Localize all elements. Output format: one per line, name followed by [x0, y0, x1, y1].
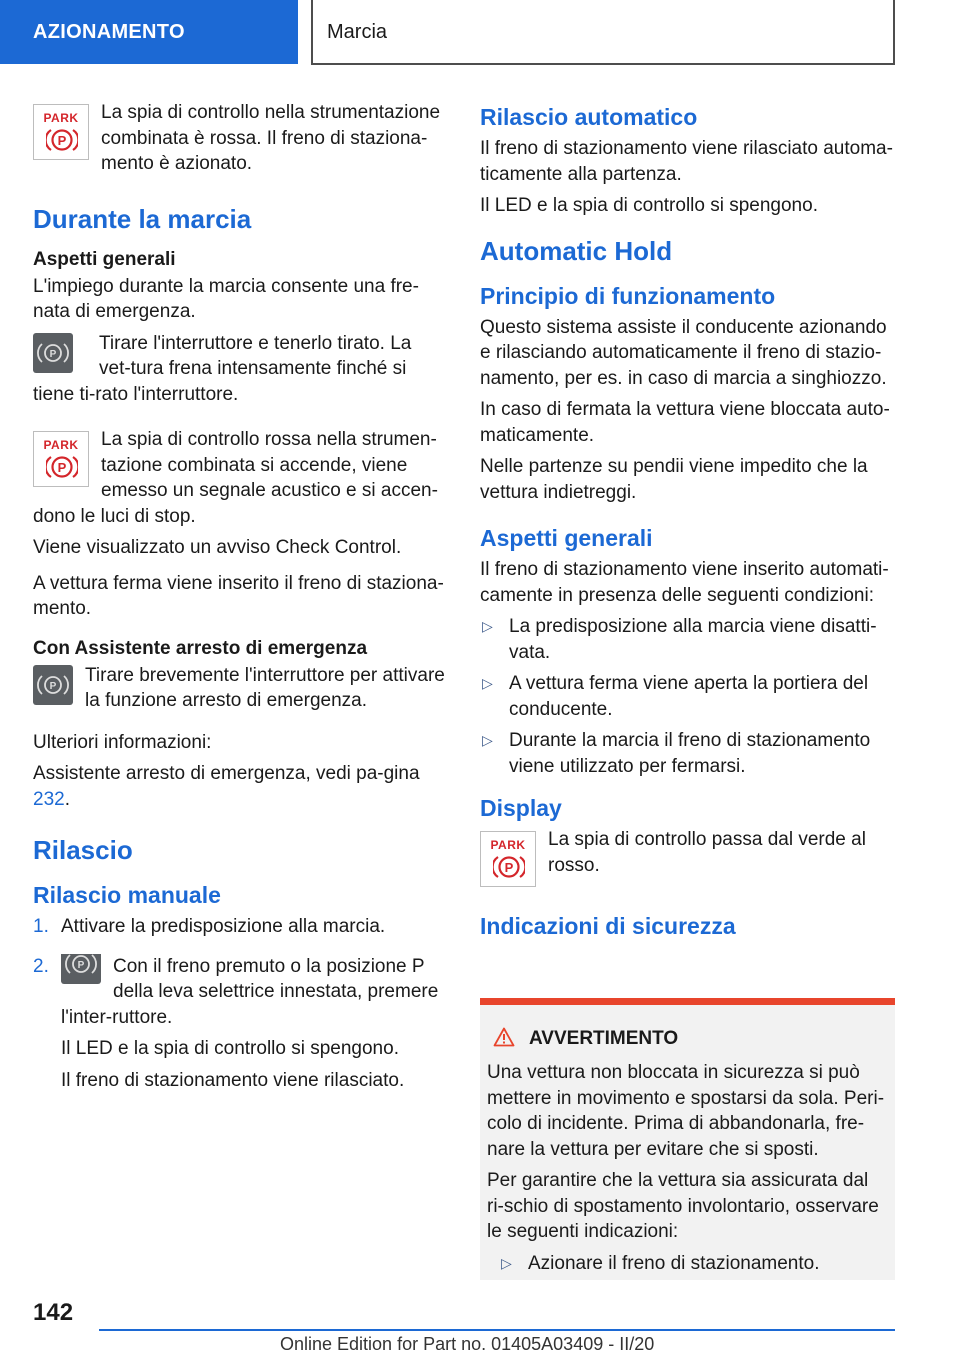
warning-paragraph-2: Per garantire che la vettura sia assicurata dal ri-schio di spostamento involontario, osservare le seguenti indicazioni:	[487, 1170, 879, 1242]
conditions-list	[480, 614, 895, 779]
paragraph-principio: Questo sistema assiste il conducente azionando e rilasciando automaticamente il freno di stazio-namento, per es. in caso di marcia a singhiozzo.	[480, 316, 887, 389]
step-number: 2.	[33, 955, 49, 977]
paragraph-pendii: Nelle partenze su pendii viene impedito che la vettura indietreggi.	[480, 456, 868, 503]
park-intro-text: La spia di controllo nella strumentazione combinata è rossa. Il freno di staziona-mento è azionato.	[101, 102, 441, 174]
heading-indicazioni-sicurezza: Indicazioni di sicurezza	[480, 913, 736, 939]
svg-text:P: P	[77, 959, 85, 971]
steps-list	[33, 914, 448, 1093]
paragraph-assistente-ref: Assistente arresto di emergenza, vedi pa-gina 232.	[33, 763, 420, 810]
paragraph-auto2: Il LED e la spia di controllo si spengono.	[480, 195, 818, 216]
paragraph-ulteriori: Ulteriori informazioni:	[33, 731, 212, 753]
parking-brake-switch-icon	[61, 954, 101, 984]
heading-rilascio: Rilascio	[33, 835, 133, 865]
list-item	[33, 914, 448, 940]
step-sub-rilasciato: Il freno di stazionamento viene rilasciato.	[61, 1069, 405, 1091]
warning-triangle-icon	[493, 1027, 515, 1054]
svg-text:P: P	[504, 860, 514, 875]
triangle-bullet-icon: ▷	[482, 732, 493, 748]
warning-box	[480, 998, 895, 1280]
park-intro-block	[33, 100, 448, 183]
breve-block	[33, 663, 448, 720]
paragraph-fermata: In caso di fermata la vettura viene bloccata auto-maticamente.	[480, 399, 890, 446]
triangle-bullet-icon: ▷	[482, 618, 493, 634]
paragraph-inserito: Il freno di stazionamento viene inserito automati-camente in presenza delle seguenti condizioni:	[480, 559, 889, 606]
parking-brake-switch-icon	[33, 665, 73, 705]
step-text: Con il freno premuto o la posizione P della leva selettrice innestata, premere l'inter-ruttore.	[61, 955, 439, 1028]
page-number: 142	[33, 1299, 74, 1326]
park-warning-icon: PARK P	[33, 431, 89, 487]
paragraph-auto1: Il freno di stazionamento viene rilasciato automa-ticamente alla partenza.	[480, 138, 893, 185]
paragraph-check-control: Viene visualizzato un avviso Check Control.	[33, 537, 402, 558]
heading-aspetti-generali: Aspetti generali	[33, 248, 176, 270]
list-item: ▷ A vettura ferma viene aperta la portiera del conducente.	[482, 673, 869, 720]
chapter-title: Marcia	[311, 0, 895, 65]
footer-edition-text: Online Edition for Part no. 01405A03409 - II/20	[280, 1334, 655, 1354]
paragraph-spia-rossa: La spia di controllo rossa nella strumen-tazione combinata si accende, viene emesso un segnale acustico e si accen-dono le luci di stop.	[33, 429, 438, 527]
triangle-bullet-icon: ▷	[501, 1254, 512, 1271]
park-warning-icon: PARK P	[33, 104, 89, 160]
right-column	[480, 100, 895, 945]
list-item: ▷ Azionare il freno di stazionamento.	[499, 1251, 889, 1277]
heading-automatic-hold: Automatic Hold	[480, 235, 673, 266]
step-text: Attivare la predisposizione alla marcia.	[61, 916, 386, 937]
heading-principio: Principio di funzionamento	[480, 282, 776, 309]
warning-paragraph-1: Una vettura non bloccata in sicurezza si può mettere in movimento e spostarsi da sola. Peri-colo di incidente. Prima di abbandonarla, fre-nare la vettura per evitare che si sposti.	[487, 1062, 885, 1160]
park-warning-icon: PARK P	[480, 831, 536, 887]
paragraph-tirare: Tirare l'interruttore e tenerlo tirato. La vet-tura frena intensamente finché si tiene ti-rato l'interruttore.	[33, 332, 412, 405]
page-header	[0, 0, 960, 66]
heading-display: Display	[480, 795, 562, 821]
page-reference-link[interactable]: 232	[33, 788, 65, 810]
tirare-block	[33, 331, 448, 414]
heading-rilascio-automatico: Rilascio automatico	[480, 104, 698, 130]
svg-text:P: P	[49, 680, 57, 692]
step-number: 1.	[33, 916, 49, 937]
svg-text:P: P	[57, 133, 67, 148]
heading-durante-la-marcia: Durante la marcia	[33, 203, 252, 234]
step-sub-led: Il LED e la spia di controllo si spengono.	[61, 1038, 399, 1059]
spia-rossa-block	[33, 427, 448, 535]
svg-text:P: P	[49, 348, 57, 360]
list-item: ▷ La predisposizione alla marcia viene disatti-vata.	[482, 616, 877, 663]
heading-rilascio-manuale: Rilascio manuale	[33, 882, 221, 908]
list-item: ▷ Durante la marcia il freno di stazionamento viene utilizzato per fermarsi.	[482, 730, 871, 777]
paragraph-vettura-ferma: A vettura ferma viene inserito il freno di staziona-mento.	[33, 572, 444, 619]
list-item	[33, 954, 448, 1031]
paragraph-breve: Tirare brevemente l'interruttore per attivare la funzione arresto di emergenza.	[85, 664, 445, 711]
paragraph-impiego: L'impiego durante la marcia consente una fre-nata di emergenza.	[33, 275, 419, 322]
triangle-bullet-icon: ▷	[482, 675, 493, 691]
warning-title: AVVERTIMENTO	[487, 1027, 889, 1054]
svg-text:P: P	[57, 460, 67, 475]
left-column	[33, 100, 448, 1099]
heading-con-assistente: Con Assistente arresto di emergenza	[33, 637, 368, 659]
display-block	[480, 827, 895, 891]
paragraph-display: La spia di controllo passa dal verde al rosso.	[548, 829, 866, 876]
section-tab: AZIONAMENTO	[0, 0, 298, 64]
parking-brake-switch-icon	[33, 333, 73, 373]
heading-aspetti-generali-right: Aspetti generali	[480, 525, 653, 551]
